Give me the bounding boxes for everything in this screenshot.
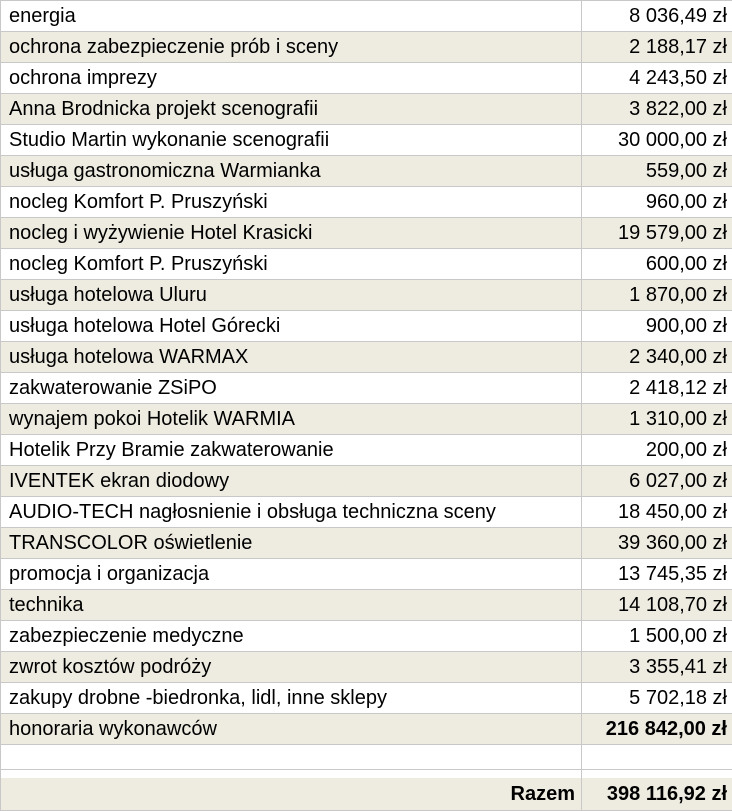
cost-item-amount[interactable]: 3 822,00 zł [582, 94, 732, 125]
table-row [1, 311, 732, 342]
cost-item-label[interactable]: usługa hotelowa Hotel Górecki [1, 311, 582, 342]
cost-item-label[interactable]: zabezpieczenie medyczne [1, 621, 582, 652]
table-row [1, 373, 732, 404]
table-row [1, 32, 732, 63]
cost-item-amount[interactable]: 4 243,50 zł [582, 63, 732, 94]
table-row [1, 528, 732, 559]
cost-item-amount[interactable]: 18 450,00 zł [582, 497, 732, 528]
cost-item-label[interactable]: technika [1, 590, 582, 621]
cost-item-amount[interactable]: 900,00 zł [582, 311, 732, 342]
cost-item-label[interactable]: IVENTEK ekran diodowy [1, 466, 582, 497]
cost-item-label[interactable]: ochrona imprezy [1, 63, 582, 94]
cost-item-label[interactable]: nocleg Komfort P. Pruszyński [1, 249, 582, 280]
cost-item-amount[interactable]: 1 310,00 zł [582, 404, 732, 435]
cost-item-label[interactable]: honoraria wykonawców [1, 714, 582, 745]
cost-item-amount[interactable]: 30 000,00 zł [582, 125, 732, 156]
cost-item-amount[interactable]: 2 418,12 zł [582, 373, 732, 404]
empty-cell[interactable] [1, 770, 582, 779]
cost-item-label[interactable]: Anna Brodnicka projekt scenografii [1, 94, 582, 125]
table-row [1, 94, 732, 125]
table-row [1, 342, 732, 373]
table-row [1, 559, 732, 590]
empty-row [1, 745, 732, 770]
table-row [1, 280, 732, 311]
table-row [1, 156, 732, 187]
table-row [1, 652, 732, 683]
cost-item-amount[interactable]: 3 355,41 zł [582, 652, 732, 683]
cost-item-label[interactable]: nocleg Komfort P. Pruszyński [1, 187, 582, 218]
cost-item-label[interactable]: usługa gastronomiczna Warmianka [1, 156, 582, 187]
table-row [1, 590, 732, 621]
cost-item-amount[interactable]: 14 108,70 zł [582, 590, 732, 621]
table-row [1, 466, 732, 497]
empty-row [1, 770, 732, 779]
table-row [1, 125, 732, 156]
total-amount[interactable]: 398 116,92 zł [582, 778, 732, 811]
table-row [1, 187, 732, 218]
cost-item-label[interactable]: Studio Martin wykonanie scenografii [1, 125, 582, 156]
empty-cell[interactable] [582, 770, 732, 779]
table-row [1, 497, 732, 528]
cost-item-label[interactable]: usługa hotelowa WARMAX [1, 342, 582, 373]
table-row [1, 404, 732, 435]
cost-item-amount[interactable]: 2 340,00 zł [582, 342, 732, 373]
cost-item-amount[interactable]: 1 500,00 zł [582, 621, 732, 652]
cost-item-amount[interactable]: 960,00 zł [582, 187, 732, 218]
cost-item-label[interactable]: wynajem pokoi Hotelik WARMIA [1, 404, 582, 435]
cost-item-amount[interactable]: 5 702,18 zł [582, 683, 732, 714]
cost-item-label[interactable]: usługa hotelowa Uluru [1, 280, 582, 311]
cost-item-amount[interactable]: 600,00 zł [582, 249, 732, 280]
cost-item-amount[interactable]: 200,00 zł [582, 435, 732, 466]
cost-item-amount[interactable]: 19 579,00 zł [582, 218, 732, 249]
cost-item-amount[interactable]: 6 027,00 zł [582, 466, 732, 497]
cost-item-label[interactable]: zakwaterowanie ZSiPO [1, 373, 582, 404]
cost-item-label[interactable]: energia [1, 1, 582, 32]
empty-cell[interactable] [1, 745, 582, 770]
table-row [1, 218, 732, 249]
table-row [1, 683, 732, 714]
cost-item-amount[interactable]: 39 360,00 zł [582, 528, 732, 559]
cost-item-amount[interactable]: 559,00 zł [582, 156, 732, 187]
total-row [1, 778, 732, 811]
cost-item-label[interactable]: TRANSCOLOR oświetlenie [1, 528, 582, 559]
cost-item-label[interactable]: Hotelik Przy Bramie zakwaterowanie [1, 435, 582, 466]
total-label[interactable]: Razem [1, 778, 582, 811]
cost-item-label[interactable]: ochrona zabezpieczenie prób i sceny [1, 32, 582, 63]
table-row [1, 1, 732, 32]
cost-item-label[interactable]: AUDIO-TECH nagłosnienie i obsługa techniczna sceny [1, 497, 582, 528]
cost-item-amount[interactable]: 216 842,00 zł [582, 714, 732, 745]
cost-table-body [1, 1, 732, 745]
table-row [1, 249, 732, 280]
cost-item-amount[interactable]: 8 036,49 zł [582, 1, 732, 32]
cost-item-amount[interactable]: 1 870,00 zł [582, 280, 732, 311]
cost-item-label[interactable]: promocja i organizacja [1, 559, 582, 590]
table-row [1, 435, 732, 466]
cost-item-label[interactable]: zwrot kosztów podróży [1, 652, 582, 683]
empty-cell[interactable] [582, 745, 732, 770]
cost-item-amount[interactable]: 2 188,17 zł [582, 32, 732, 63]
table-row [1, 621, 732, 652]
cost-item-label[interactable]: nocleg i wyżywienie Hotel Krasicki [1, 218, 582, 249]
cost-item-label[interactable]: zakupy drobne -biedronka, lidl, inne sklepy [1, 683, 582, 714]
table-row [1, 714, 732, 745]
table-row [1, 63, 732, 94]
cost-item-amount[interactable]: 13 745,35 zł [582, 559, 732, 590]
